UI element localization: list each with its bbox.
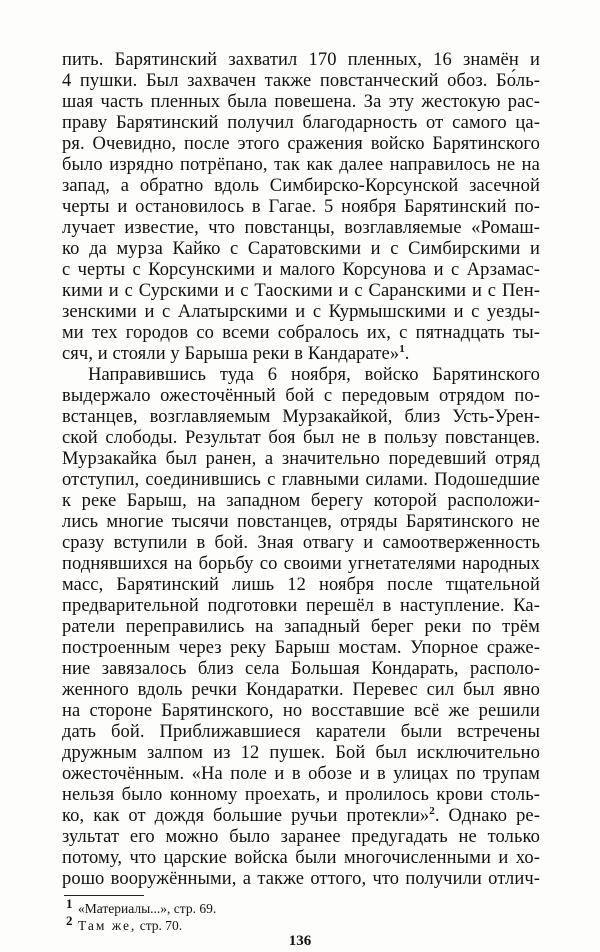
footnote-mark: 1	[399, 342, 405, 355]
text-line-paragraph-end	[62, 344, 540, 365]
text-line: сразу вступили в бой. Зная отвагу и самоотверженность	[62, 533, 540, 553]
text-line: ратели переправились на западный берег реки по трём	[62, 617, 540, 637]
text-line: дать бой. Приближавшиеся каратели были встречены	[62, 722, 540, 742]
text-line: ко да мурза Кайко с Саратовскими и с Симбирскими и	[62, 239, 540, 259]
text-line-tail: . Однако ре-	[434, 806, 540, 826]
text-line: масс, Барятинский лишь 12 ноября после тщательной	[62, 575, 540, 595]
text-line: запад, а обратно вдоль Симбирско-Корсунской засечной	[62, 176, 540, 196]
footnote-source-ref: Там же,	[78, 918, 137, 933]
text-line: встанцев, возглавляемым Мурзакайкой, близ Усть-Урен-	[62, 407, 540, 427]
text-line-content: ко, как от дождя большие ручьи протекли»	[62, 806, 430, 826]
text-line: 4 пушки. Был захвачен также повстанческий обоз. Бо́ль-	[62, 71, 540, 91]
text-line: ской слободы. Результат боя был не в пользу повстанцев.	[62, 428, 540, 448]
text-line: с черты с Корсунскими и малого Корсунова и с Арзамас-	[62, 260, 540, 280]
text-line: отступил, соединившись с главными силами. Подошедшие	[62, 470, 540, 490]
text-line: шая часть пленных была повешена. За эту жестокую рас-	[62, 92, 540, 112]
footnote-text: «Материалы...», стр. 69.	[78, 901, 217, 916]
text-line: ние завязалось близ села Большая Кондарать, располо-	[62, 659, 540, 679]
paragraph-first-line: Направившись туда 6 ноября, войско Барятинского	[88, 365, 540, 385]
page-number: 136	[288, 933, 312, 949]
text-line-tail: .	[404, 344, 410, 364]
text-line: нельзя было конному проехать, и пролилось крови столь-	[62, 785, 540, 805]
text-line: кими и с Сурскими и с Таоскими и с Саранскими и с Пен-	[62, 281, 540, 301]
footnote: 2 Там же, стр. 70.	[66, 912, 183, 933]
text-line: Мурзакайка был ранен, а значительно поредевший отряд	[62, 449, 540, 469]
text-line: черты и остановилось в Гагае. 5 ноября Барятинский по-	[62, 197, 540, 217]
text-line: предварительной подготовки перешёл в наступление. Ка-	[62, 596, 540, 616]
text-line: зенскими и с Алатырскими и с Курмышскими и с уезды-	[62, 302, 540, 322]
text-line: было изрядно потрёпано, так как далее направилось не на	[62, 155, 540, 175]
text-line: зультат его можно было заранее предугадать не только	[62, 827, 540, 847]
text-line: дружным залпом из 12 пушек. Бой был исключительно	[62, 743, 540, 763]
footnote: 1 «Материалы...», стр. 69.	[66, 895, 217, 916]
text-line: женного вдоль речки Кондаратки. Перевес сил был явно	[62, 680, 540, 700]
footnote-divider	[64, 895, 144, 896]
text-line: построенным через реку Барыш мостам. Упорное сраже-	[62, 638, 540, 658]
text-line: ожесточённым. «На поле и в обозе и в улицах по трупам	[62, 764, 540, 784]
text-line: к реке Барыш, на западном берегу которой расположи-	[62, 491, 540, 511]
text-line: ми тех городов со всеми собралось их, с пятнадцать ты-	[62, 323, 540, 343]
footnote-text: стр. 70.	[136, 918, 183, 933]
text-line: пить. Барятинский захватил 170 пленных, 16 знамён и	[62, 50, 540, 70]
text-line: лучает известие, что повстанцы, возглавляемые «Ромаш-	[62, 218, 540, 238]
text-line-content: сяч, и стояли у Барыша реки в Кандарате»	[62, 344, 400, 364]
text-line: выдержало ожесточённый бой с передовым отрядом по-	[62, 386, 540, 406]
text-line: поднявшихся на борьбу со своими угнетателями народных	[62, 554, 540, 574]
text-line: ря. Очевидно, после этого сражения войско Барятинского	[62, 134, 540, 154]
text-line: праву Барятинский получил благодарность от самого ца-	[62, 113, 540, 133]
text-line	[62, 806, 540, 827]
text-line: потому, что царские войска были многочисленными и хо-	[62, 848, 540, 868]
text-line: рошо вооружёнными, а также оттого, что получили отлич-	[62, 869, 540, 889]
text-line: на стороне Барятинского, но восставшие всё же решили	[62, 701, 540, 721]
text-line: лись многие тысячи повстанцев, отряды Барятинского не	[62, 512, 540, 532]
footnote-mark: 2	[429, 804, 435, 817]
